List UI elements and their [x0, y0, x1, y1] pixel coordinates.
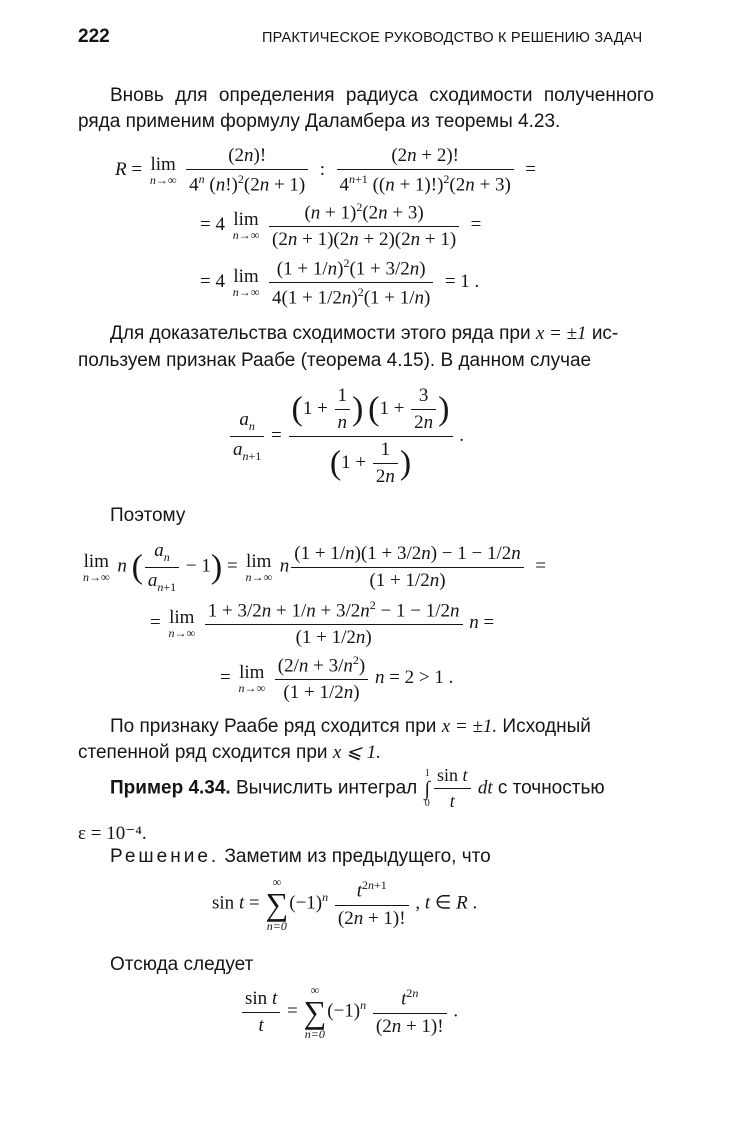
- ratio-formula: $\frac{a_n}{a_{n+1}}$ = (1 + $\frac{1}{n}$ ) (1 + $\frac{3}{2n}$ ) (1 + $\frac{1}{2n}$ ) .: [228, 385, 464, 488]
- hence-text: Отсюда следует: [110, 954, 254, 975]
- solution-line: Решение. Заметим из предыдущего, что: [110, 846, 491, 867]
- paragraph-1-line-2: ряда применим формулу Даламбера из теоремы 4.23.: [78, 111, 561, 132]
- running-title: ПРАКТИЧЕСКОЕ РУКОВОДСТВО К РЕШЕНИЮ ЗАДАЧ: [262, 30, 643, 46]
- therefore-text: Поэтому: [110, 505, 186, 526]
- paragraph-3-line-2: степенной ряд сходится при x ⩽ 1.: [78, 742, 381, 763]
- raabe-formula-line-3: = lim n→∞ $\frac{(2/n + 3/n^2)}{(1 + 1/2n)}$ n = 2 > 1 .: [220, 653, 454, 704]
- paragraph-2-line-2: пользуем признак Раабе (теорема 4.15). В данном случае: [78, 350, 592, 371]
- solution-label: Решение.: [110, 846, 220, 867]
- paragraph-2-line-1: Для доказательства сходимости этого ряда при x = ±1 ис-: [110, 323, 619, 344]
- integral-sign: 1 ∫ 0: [424, 767, 430, 809]
- sin-series-formula: sin t = ∞ ∑ n=0 $(-1)^n$ $\frac{t^{2n+1}}{(2n + 1)!}$ , t ∈ R .: [212, 875, 478, 933]
- sinc-series-formula: $\frac{\text{sin t}}{t}$ = ∞ ∑ n=0 $(-1)^n$ $\frac{t^{2n}}{(2n + 1)!}$ .: [240, 984, 458, 1040]
- radius-formula-line-3: = 4 lim n→∞ $\frac{(1 + 1/n)^2(1 + 3/2n)}{4(1 + 1/2n)^2(1 + 1/n)}$ = 1 .: [200, 256, 480, 309]
- paragraph-3-line-1: По признаку Раабе ряд сходится при x = ±1. Исходный: [110, 716, 591, 737]
- page-number: 222: [78, 26, 110, 47]
- radius-formula-line-1: R = lim n→∞ $\frac{(2n)!}{4^n (n!)^2(2n + 1)}$ : $\frac{(2n + 2)!}{4^{n+1} ((n + 1)!)^2(2n + 3)}$ =: [115, 145, 537, 196]
- raabe-formula-line-1: lim n→∞ n ( $\frac{a_n}{a_{n+1}}$ − 1) = lim n→∞ n $\frac{(1 + 1/n)(1 + 3/2n) - 1 - 1/2n}{(1 + 1/2n)}$ =: [83, 540, 546, 594]
- radius-formula-line-2: = 4 lim n→∞ $\frac{(n + 1)^2(2n + 3)}{(2n + 1)(2n + 2)(2n + 1)}$ =: [200, 200, 482, 251]
- epsilon-value: ε = 10⁻⁴.: [78, 823, 147, 844]
- example-label: Пример 4.34.: [110, 777, 231, 799]
- raabe-formula-line-2: = lim n→∞ $\frac{1 + 3/2n + 1/n + 3/2n^2 - 1 - 1/2n}{(1 + 1/2n)}$ n =: [150, 598, 495, 649]
- paragraph-1-line-1: Вновь для определения радиуса сходимости полученного: [110, 85, 654, 106]
- example-line: Пример 4.34. Вычислить интеграл 1 ∫ 0 $\frac{\text{sin t}}{t}$ dt с точностью: [110, 765, 605, 811]
